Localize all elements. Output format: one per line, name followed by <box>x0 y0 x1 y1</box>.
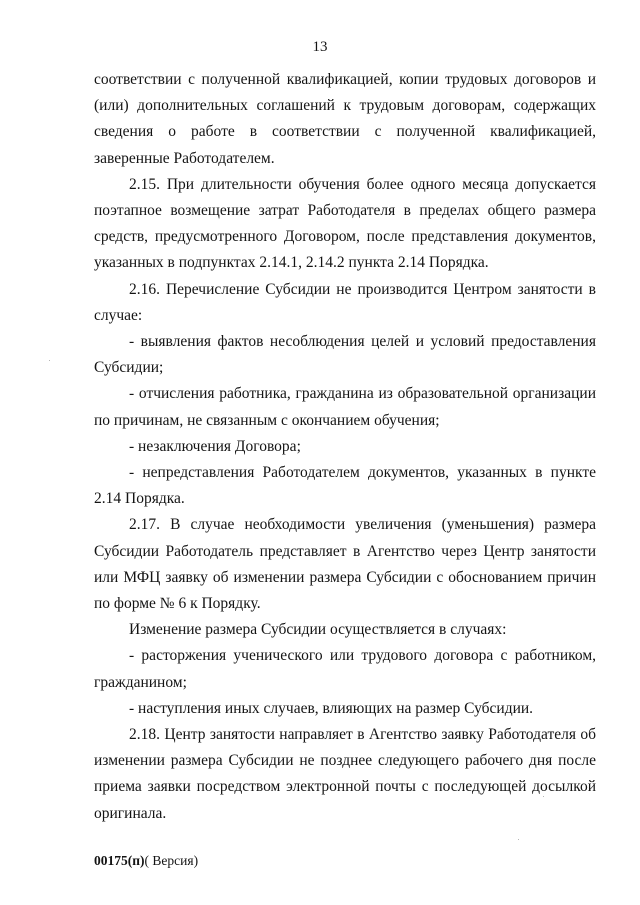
document-body <box>94 67 596 827</box>
paragraph-size-change: Изменение размера Субсидии осуществляется в случаях: <box>129 621 507 639</box>
list-item-other-cases: - наступления иных случаев, влияющих на размер Субсидии. <box>129 699 534 717</box>
scan-speck <box>518 839 519 840</box>
list-item-no-contract: - незаключения Договора; <box>129 437 301 455</box>
list-item-expulsion: - отчисления работника, гражданина из образовательной организации по причинам, не связанным с окончанием обучения; <box>94 385 596 429</box>
paragraph-2-16: 2.16. Перечисление Субсидии не производится Центром занятости в случае: <box>94 280 596 324</box>
paragraph-2-18: 2.18. Центр занятости направляет в Агентство заявку Работодателя об изменении размера Субсидии не позднее следующего рабочего дня после приема заявки посредством электронной почты с последующей досылкой оригинала. <box>94 726 596 822</box>
scan-speck <box>49 360 50 361</box>
list-item-no-documents: - непредставления Работодателем документов, указанных в пункте 2.14 Порядка. <box>94 464 596 508</box>
page-number: 13 <box>312 39 328 55</box>
scan-speck <box>543 796 544 797</box>
version-label: ( Версия) <box>144 853 199 868</box>
list-item-violation: - выявления фактов несоблюдения целей и условий предоставления Субсидии; <box>94 333 596 377</box>
paragraph-2-15: 2.15. При длительности обучения более одного месяца допускается поэтапное возмещение затрат Работодателя в пределах общего размера средств, предусмотренного Договором, после представления документов, указанных в подпунктах 2.14.1, 2.14.2 пункта 2.14 Порядка. <box>94 175 596 272</box>
paragraph-continuation: соответствии с полученной квалификацией, копии трудовых договоров и (или) дополнительных соглашений к трудовым договорам, содержащих сведения о работе в соответствии с полученной квалификацией, заверенные Работодателем. <box>94 71 596 167</box>
paragraph-2-17: 2.17. В случае необходимости увеличения (уменьшения) размера Субсидии Работодатель представляет в Агентство через Центр занятости или МФЦ заявку об изменении размера Субсидии с обоснованием причин по форме № 6 к Порядку. <box>94 516 596 613</box>
list-item-termination: - расторжения ученического или трудового договора с работником, гражданином; <box>94 647 596 691</box>
document-code: 00175(п) <box>94 853 145 868</box>
footer-version <box>94 853 198 869</box>
